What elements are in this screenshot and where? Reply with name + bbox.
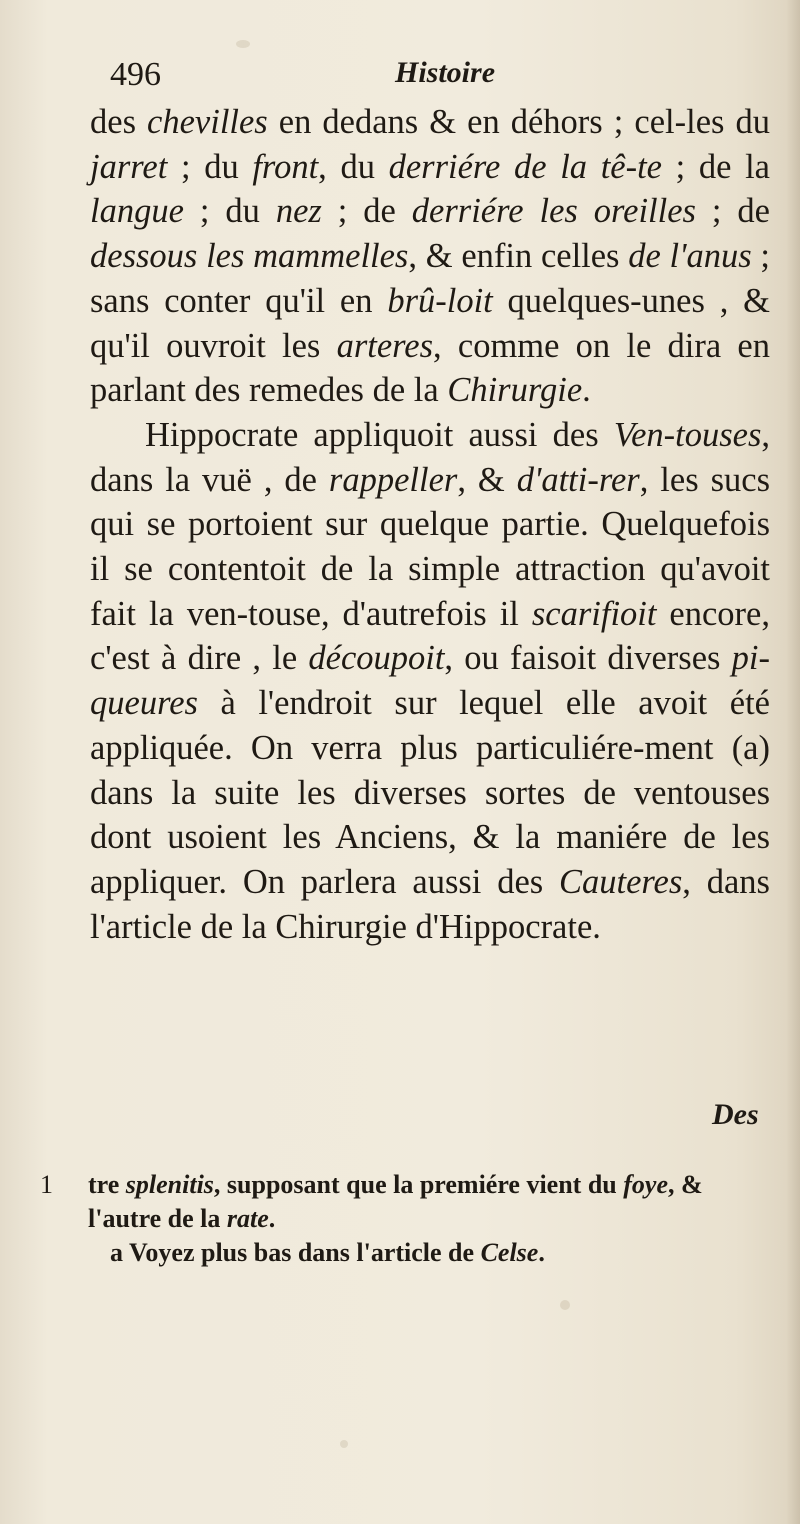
text-run: , comme on le dira en parlant des remedes de la bbox=[90, 326, 770, 410]
italic-term: nez bbox=[275, 192, 322, 231]
italic-term: splenitis bbox=[125, 1170, 214, 1199]
italic-term: langue bbox=[90, 192, 184, 231]
footnote-2 bbox=[88, 1236, 768, 1270]
footnote-marker: a bbox=[110, 1238, 123, 1267]
text-run: , les sucs qui se portoient sur quelque partie. Quelquefois il se contentoit de la simple attraction qu'avoit fait la ven-touse, d'autrefois il bbox=[90, 460, 770, 633]
italic-term: brû-loit bbox=[387, 281, 493, 320]
text-run: ; de la bbox=[662, 147, 770, 186]
text-run: à l'endroit sur lequel elle avoit été appliquée. On verra plus particuliére-ment (a) dans la suite les diverses sortes de ventouses dont usoient les Anciens, & la maniére de les appliquer. On parlera aussi des bbox=[90, 684, 770, 901]
italic-term: foye bbox=[623, 1170, 668, 1199]
text-run: tre bbox=[88, 1170, 126, 1199]
italic-term: découpoit bbox=[308, 639, 445, 678]
text-run: Voyez plus bas dans l'article de bbox=[123, 1238, 481, 1267]
text-run: ; de bbox=[695, 192, 770, 231]
foxing-spot bbox=[236, 40, 250, 48]
italic-term: derriére les oreilles bbox=[411, 192, 696, 231]
text-run: , dans la vuë , de bbox=[90, 415, 770, 499]
page-edge-shadow bbox=[786, 0, 800, 1524]
text-run: . bbox=[268, 1204, 276, 1233]
text-run: , ou faisoit diverses bbox=[444, 639, 732, 678]
italic-term: d'atti-rer bbox=[516, 460, 640, 499]
text-run: . bbox=[538, 1238, 545, 1267]
text-run: des bbox=[90, 103, 148, 141]
italic-term: pi-queures bbox=[90, 639, 770, 723]
italic-term: Chirurgie bbox=[447, 371, 583, 410]
text-run: ; du bbox=[167, 147, 253, 186]
text-run: Hippocrate appliquoit aussi des bbox=[145, 415, 614, 454]
text-run: ; de bbox=[321, 192, 412, 231]
italic-term: scarifioit bbox=[531, 594, 657, 633]
text-run: . bbox=[582, 371, 591, 410]
footnote-marker: 1 bbox=[40, 1170, 53, 1199]
text-run: encore, c'est à dire , le bbox=[90, 594, 770, 678]
italic-term: chevilles bbox=[147, 103, 268, 141]
main-text bbox=[90, 100, 770, 949]
catchword: Des bbox=[712, 1098, 759, 1131]
text-run: , & enfin celles bbox=[408, 237, 629, 276]
text-run: quelques-unes , & qu'il ouvroit les bbox=[90, 281, 770, 365]
text-run: , dans l'article de la Chirurgie d'Hippocrate. bbox=[90, 862, 770, 946]
footnote-1 bbox=[40, 1168, 768, 1236]
italic-term: front bbox=[252, 147, 319, 186]
text-run: en dedans & en déhors ; cel-les du bbox=[267, 103, 770, 141]
italic-term: Celse bbox=[480, 1238, 539, 1267]
foxing-spot bbox=[560, 1300, 570, 1310]
italic-term: jarret bbox=[90, 147, 168, 186]
text-run: , du bbox=[318, 147, 389, 186]
italic-term: de l'anus bbox=[628, 237, 752, 276]
italic-term: rappeller bbox=[328, 460, 458, 499]
paragraph-1 bbox=[90, 100, 770, 413]
italic-term: derriére de la tê-te bbox=[388, 147, 662, 186]
paragraph-2 bbox=[90, 413, 770, 949]
text-run: ; sans conter qu'il en bbox=[90, 237, 770, 320]
text-run: , & l'autre de la bbox=[88, 1170, 703, 1233]
italic-term: dessous les mammelles bbox=[90, 237, 409, 276]
text-run: ; du bbox=[183, 192, 276, 231]
italic-term: Ven-touses bbox=[613, 415, 762, 454]
italic-term: Cauteres bbox=[559, 862, 683, 901]
italic-term: rate bbox=[226, 1204, 269, 1233]
text-run: , & bbox=[457, 460, 517, 499]
running-title: Histoire bbox=[395, 56, 496, 89]
running-head bbox=[110, 56, 710, 96]
foxing-spot bbox=[340, 1440, 348, 1448]
italic-term: arteres bbox=[336, 326, 434, 365]
text-run: , supposant que la premiére vient du bbox=[213, 1170, 624, 1199]
page-number: 496 bbox=[110, 56, 161, 93]
footnotes bbox=[40, 1168, 768, 1270]
